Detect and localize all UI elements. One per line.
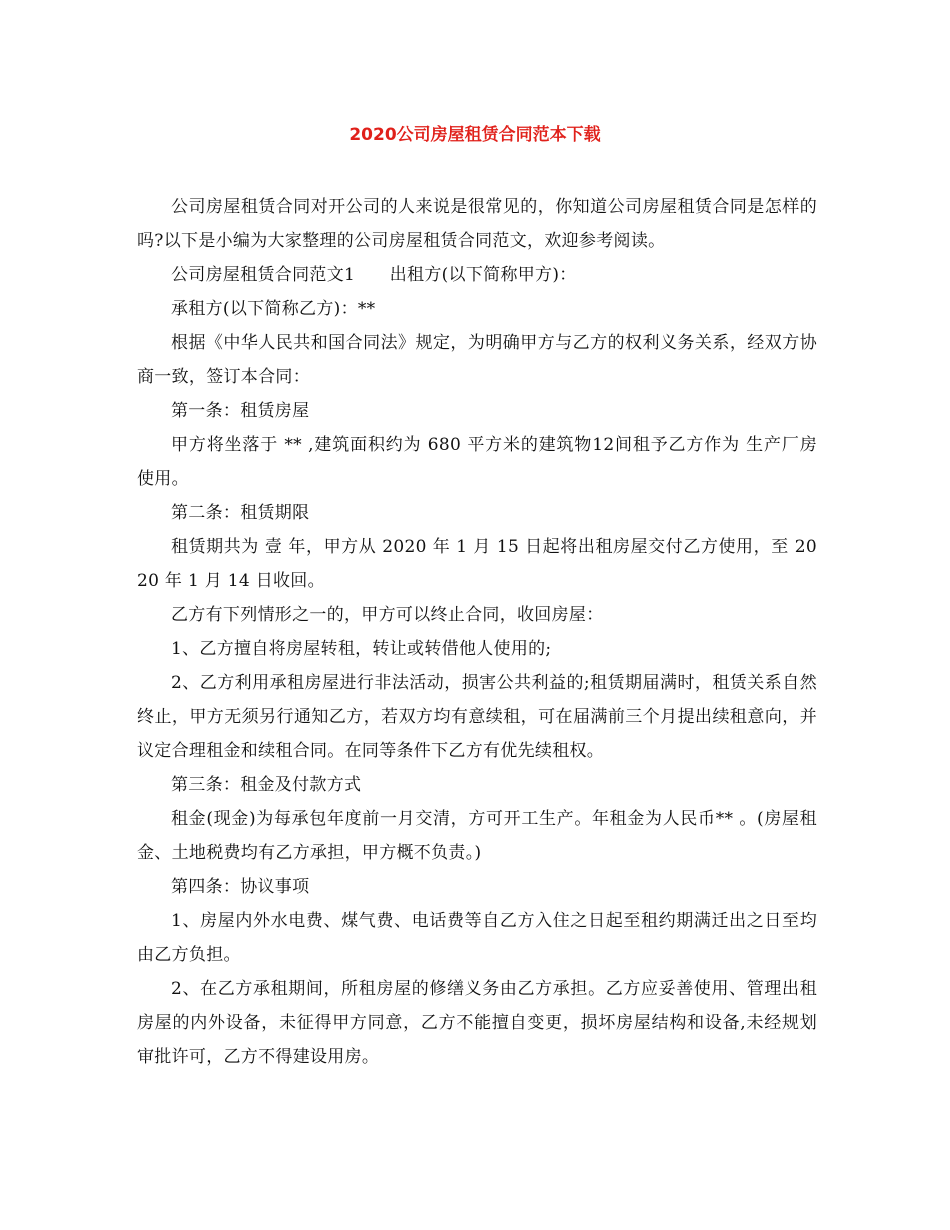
termination-conditions: 乙方有下列情形之一的，甲方可以终止合同，收回房屋： bbox=[171, 605, 604, 625]
document-title: 2020公司房屋租赁合同范本下载 bbox=[349, 125, 601, 145]
article-1-text: 甲方将坐落于 ** ,建筑面积约为 680 平方米的建筑物12间租予乙方作为 生产厂房 使用。 bbox=[137, 435, 823, 489]
article-4-heading: 第四条：协议事项 bbox=[171, 877, 310, 897]
paragraph-basis: 根据《中华人民共和国合同法》规定，为明确甲方与乙方的权利义务关系，经双方协商一致，签订本合同： bbox=[137, 333, 817, 387]
article-2-text: 租赁期共为 壹 年，甲方从 2020 年 1 月 15 日起将出租房屋交付乙方使用，至 2020 年 1 月 14 日收回。 bbox=[137, 537, 817, 591]
document-body bbox=[137, 190, 823, 1074]
article-4-item-1: 1、房屋内外水电费、煤气费、电话费等自乙方入住之日起至租约期满迁出之日至均由乙方负担。 bbox=[137, 911, 817, 965]
paragraph-sample-heading: 公司房屋租赁合同范文1 出租方(以下简称甲方)： bbox=[171, 265, 577, 285]
article-3-heading: 第三条：租金及付款方式 bbox=[171, 775, 362, 795]
termination-item-2: 2、乙方利用承租房屋进行非法活动，损害公共利益的;租赁期届满时，租赁关系自然终止，甲方无须另行通知乙方，若双方均有意续租，可在届满前三个月提出续租意向，并议定合理租金和续租合同。在同等条件下乙方有优先续租权。 bbox=[137, 673, 817, 761]
article-3-text: 租金(现金)为每承包年度前一月交清，方可开工生产。年租金为人民币** 。(房屋租金、土地税费均有乙方承担，甲方概不负责。) bbox=[137, 809, 817, 863]
article-4-item-2: 2、在乙方承租期间，所租房屋的修缮义务由乙方承担。乙方应妥善使用、管理出租房屋的内外设备，未征得甲方同意，乙方不能擅自变更，损坏房屋结构和设备,未经规划审批许可，乙方不得建设用房。 bbox=[137, 979, 817, 1067]
termination-item-1: 1、乙方擅自将房屋转租，转让或转借他人使用的; bbox=[171, 639, 552, 659]
paragraph-intro: 公司房屋租赁合同对开公司的人来说是很常见的，你知道公司房屋租赁合同是怎样的吗?以下是小编为大家整理的公司房屋租赁合同范文，欢迎参考阅读。 bbox=[137, 197, 817, 251]
article-2-heading: 第二条：租赁期限 bbox=[171, 503, 310, 523]
article-1-heading: 第一条：租赁房屋 bbox=[171, 401, 310, 421]
paragraph-lessee: 承租方(以下简称乙方)：** bbox=[171, 299, 376, 319]
